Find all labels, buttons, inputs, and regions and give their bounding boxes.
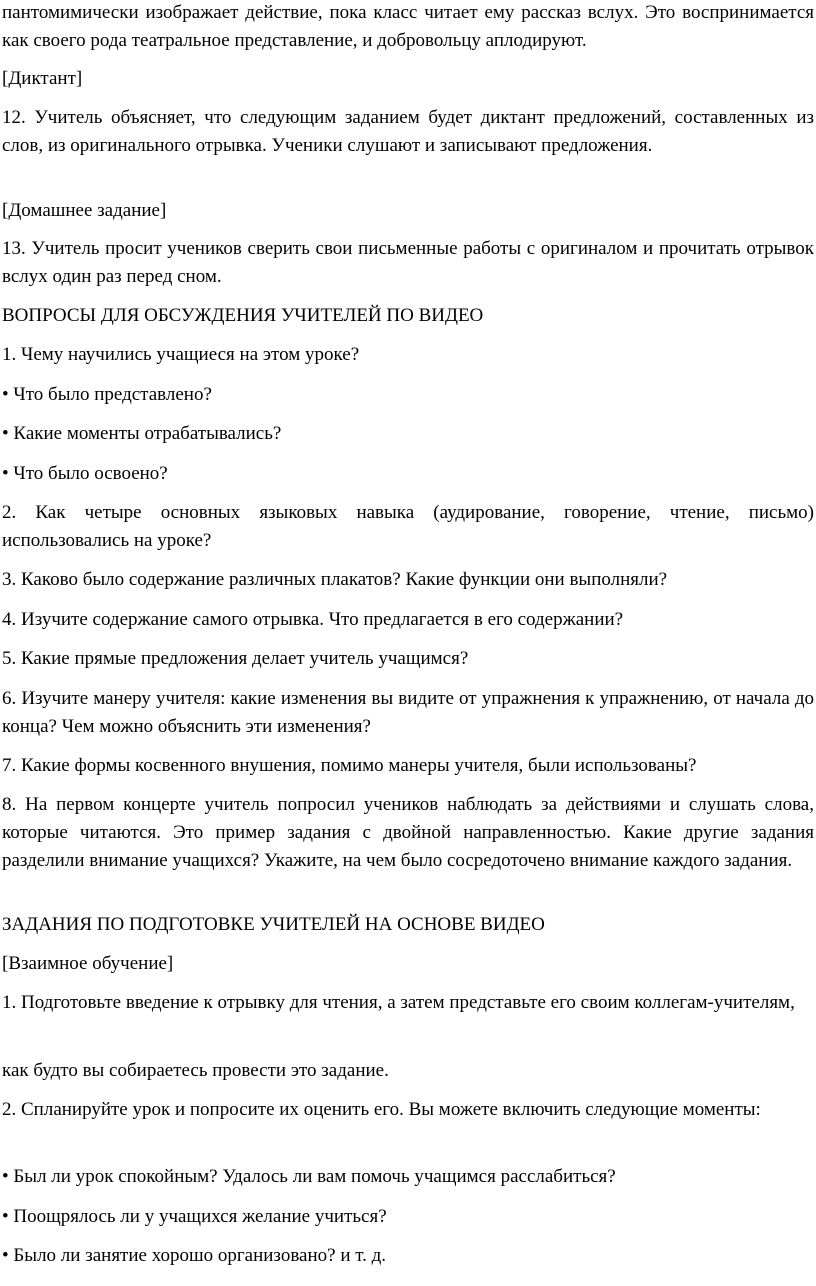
question-3: 3. Каково было содержание различных плакатов? Какие функции они выполняли? — [2, 569, 668, 590]
task-1-continuation: как будто вы собираетесь провести это задание. — [2, 1060, 389, 1081]
bullet-presented: • Что было представлено? — [2, 384, 212, 405]
task-2: 2. Спланируйте урок и попросите их оценить его. Вы можете включить следующие моменты: — [2, 1099, 761, 1120]
heading-discussion-questions: ВОПРОСЫ ДЛЯ ОБСУЖДЕНИЯ УЧИТЕЛЕЙ ПО ВИДЕО — [2, 305, 484, 326]
task-1: 1. Подготовьте введение к отрывку для чтения, а затем представьте его своим коллегам-учителям, — [2, 992, 795, 1013]
question-8: 8. На первом концерте учитель попросил учеников наблюдать за действиями и слушать слова, которые читаются. Это пример задания с двойной направленностью. Какие другие задания разделили внимание учащихся? Укажите, на чем было сосредоточено внимание каждого задания. — [2, 794, 814, 871]
paragraph-item-13: 13. Учитель просит учеников сверить свои письменные работы с оригиналом и прочитать отрывок вслух один раз перед сном. — [2, 238, 814, 287]
question-6: 6. Изучите манеру учителя: какие изменения вы видите от упражнения к упражнению, от начала до конца? Чем можно объяснить эти изменения? — [2, 688, 814, 737]
bullet-calm-lesson: • Был ли урок спокойным? Удалось ли вам помочь учащимся расслабиться? — [2, 1166, 616, 1187]
question-5: 5. Какие прямые предложения делает учитель учащимся? — [2, 648, 469, 669]
section-label-peer-teaching: [Взаимное обучение] — [2, 953, 174, 974]
section-label-dictation: [Диктант] — [2, 68, 83, 89]
question-1: 1. Чему научились учащиеся на этом уроке? — [2, 344, 360, 365]
question-2: 2. Как четыре основных языковых навыка (аудирование, говорение, чтение, письмо) использовались на уроке? — [2, 502, 814, 551]
section-label-homework: [Домашнее задание] — [2, 200, 167, 221]
bullet-desire-to-learn: • Поощрялось ли у учащихся желание учиться? — [2, 1206, 387, 1227]
bullet-well-organized: • Было ли занятие хорошо организовано? и т. д. — [2, 1245, 387, 1266]
bullet-practiced: • Какие моменты отрабатывались? — [2, 423, 282, 444]
paragraph-pantomime: пантомимически изображает действие, пока класс читает ему рассказ вслух. Это воспринимается как своего рода театральное представление, и добровольцу аплодируют. — [2, 2, 814, 51]
question-7: 7. Какие формы косвенного внушения, помимо манеры учителя, были использованы? — [2, 755, 697, 776]
heading-training-tasks: ЗАДАНИЯ ПО ПОДГОТОВКЕ УЧИТЕЛЕЙ НА ОСНОВЕ ВИДЕО — [2, 914, 545, 935]
paragraph-item-12: 12. Учитель объясняет, что следующим заданием будет диктант предложений, составленных из слов, из оригинального отрывка. Ученики слушают и записывают предложения. — [2, 107, 814, 156]
bullet-mastered: • Что было освоено? — [2, 463, 168, 484]
question-4: 4. Изучите содержание самого отрывка. Что предлагается в его содержании? — [2, 609, 624, 630]
